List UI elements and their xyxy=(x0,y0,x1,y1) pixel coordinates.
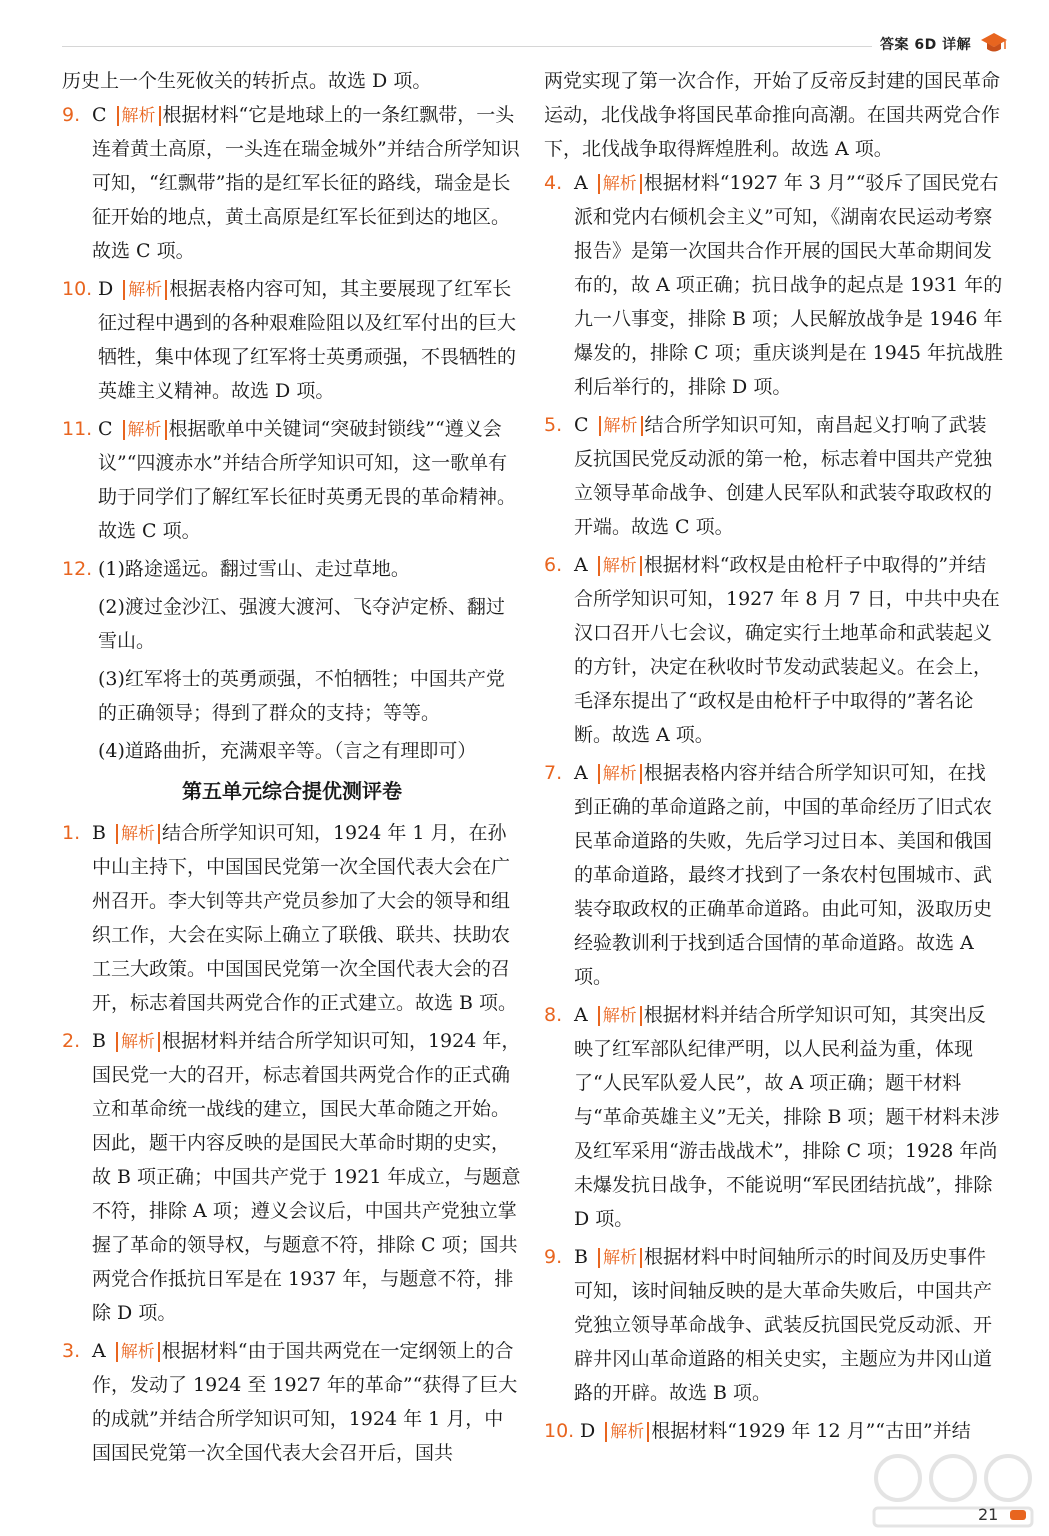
analysis-text: 根据材料“由于国共两党在一定纲领上的合作，发动了 1924 至 1927 年的革命”“获得了巨大的成就”并结合所学知识可知，1924 年 1 月，中国国民党第一次全国代表大会召开后，国共 xyxy=(92,1340,518,1464)
answer-item xyxy=(62,98,522,268)
analysis-text: 根据材料“1927 年 3 月”“驳斥了国民党右派和党内右倾机会主义”可知，《湖南农民运动考察报告》是第一次国共合作开展的国民大革命期间发布的，故 A 项正确；抗日战争的起点是 1931 年的九一八事变，排除 B 项；人民解放战争是 1946 年爆发的，排除 C 项；重庆谈判是在 1945 年抗战胜利后举行的，排除 D 项。 xyxy=(574,172,1004,398)
item-number: 7. xyxy=(544,762,563,784)
item-number: 4. xyxy=(544,172,563,194)
analysis-text: 结合所学知识可知，南昌起义打响了武装反抗国民党反动派的第一枪，标志着中国共产党独立领导革命战争、创建人民军队和武装夺取政权的开端。故选 C 项。 xyxy=(574,414,993,538)
section-title: 第五单元综合提优测评卷 xyxy=(182,779,402,803)
answer-letter: A xyxy=(574,762,588,784)
answer-letter: B xyxy=(574,1246,588,1268)
item-number: 9. xyxy=(544,1246,563,1268)
analysis-text: 根据材料并结合所学知识可知，1924 年，国民党一大的召开，标志着国共两党合作的正式确立和革命统一战线的建立，国民大革命随之开始。因此，题干内容反映的是国民大革命时期的史实，故 B 项正确；中国共产党于 1921 年成立，与题意不符，排除 A 项；遵义会议后，中国共产党独立掌握了革命的领导权，与题意不符，排除 C 项；国共两党合作抵抗日军是在 1937 年，与题意不符，排除 D 项。 xyxy=(92,1030,521,1324)
analysis-tag: 解析 xyxy=(123,280,167,300)
analysis-tag: 解析 xyxy=(116,1342,160,1362)
analysis-tag: 解析 xyxy=(598,174,642,194)
answer-item xyxy=(544,1414,1004,1448)
item-number: 5. xyxy=(544,414,563,436)
analysis-tag: 解析 xyxy=(116,1032,160,1052)
header-line xyxy=(62,46,872,47)
analysis-text: 结合所学知识可知，1924 年 1 月，在孙中山主持下，中国国民党第一次全国代表大会在广州召开。李大钊等共产党员参加了大会的领导和组织工作，大会在实际上确立了联俄、联共、扶助农工三大政策。中国国民党第一次全国代表大会的召开，标志着国共两党合作的正式建立。故选 B 项。 xyxy=(92,822,518,1014)
analysis-tag: 解析 xyxy=(116,824,160,844)
item-number: 3. xyxy=(62,1340,81,1362)
answer-item xyxy=(544,1240,1004,1410)
answer-item xyxy=(62,412,522,548)
header-label: 答案 6D 详解 xyxy=(880,37,972,53)
analysis-text: 根据材料中时间轴所示的时间及历史事件可知，该时间轴反映的是大革命失败后，中国共产党独立领导革命战争、武装反抗国民党反动派、开辟井冈山革命道路的相关史实，主题应为井冈山道路的开辟。故选 B 项。 xyxy=(574,1246,993,1404)
item-number: 1. xyxy=(62,822,81,844)
analysis-tag: 解析 xyxy=(123,420,167,440)
analysis-text: 根据表格内容可知，其主要展现了红军长征过程中遇到的各种艰难险阻以及红军付出的巨大牺牲，集中体现了红军将士英勇顽强，不畏牺牲的英雄主义精神。故选 D 项。 xyxy=(98,278,517,402)
answer-letter: D xyxy=(98,278,114,300)
graduation-cap-icon xyxy=(980,30,1008,56)
analysis-tag: 解析 xyxy=(598,764,642,784)
answer-letter: C xyxy=(574,414,589,436)
analysis-tag: 解析 xyxy=(117,106,161,126)
page-corner-badge xyxy=(1010,1510,1026,1520)
answer-letter: B xyxy=(92,822,106,844)
answer-item xyxy=(544,408,1004,544)
answer-item xyxy=(62,272,522,408)
answer-letter: B xyxy=(92,1030,106,1052)
answer-letter: A xyxy=(574,554,588,576)
item-number: 2. xyxy=(62,1030,81,1052)
answer-item xyxy=(62,1024,522,1330)
answer-letter: D xyxy=(580,1420,596,1442)
left-column xyxy=(62,64,522,1474)
continued-text: 两党实现了第一次合作，开始了反帝反封建的国民革命运动，北伐战争将国民革命推向高潮。在国共两党合作下，北伐战争取得辉煌胜利。故选 A 项。 xyxy=(544,70,1001,160)
item-number: 12. xyxy=(62,558,93,580)
answer-item xyxy=(62,816,522,1020)
answer-letter: C xyxy=(98,418,113,440)
sub-answer: (4)道路曲折，充满艰辛等。（言之有理即可） xyxy=(98,740,477,762)
item-number: 6. xyxy=(544,554,563,576)
answer-item xyxy=(544,756,1004,994)
analysis-text: 根据材料并结合所学知识可知，其突出反映了红军部队纪律严明，以人民利益为重，体现了“人民军队爱人民”，故 A 项正确；题干材料与“革命英雄主义”无关，排除 B 项；题干材料未涉及红军采用“游击战战术”，排除 C 项；1928 年尚未爆发抗日战争，不能说明“军民团结抗战”，排除 D 项。 xyxy=(574,1004,1000,1230)
analysis-text: 根据材料“1929 年 12 月”“古田”并结 xyxy=(651,1420,971,1442)
analysis-text: 根据表格内容并结合所学知识可知，在找到正确的革命道路之前，中国的革命经历了旧式农民革命道路的失败，先后学习过日本、美国和俄国的革命道路，最终才找到了一条农村包围城市、武装夺取政权的正确革命道路。由此可知，汲取历史经验教训利于找到适合国情的革命道路。故选 A 项。 xyxy=(574,762,993,988)
continued-text: 历史上一个生死攸关的转折点。故选 D 项。 xyxy=(62,70,432,92)
analysis-text: 根据材料“政权是由枪杆子中取得的”并结合所学知识可知，1927 年 8 月 7 日，中共中央在汉口召开八七会议，确定实行土地革命和武装起义的方针，决定在秋收时节发动武装起义。在会上，毛泽东提出了“政权是由枪杆子中取得的”著名论断。故选 A 项。 xyxy=(574,554,1000,746)
item-number: 11. xyxy=(62,418,93,440)
answer-letter: C xyxy=(92,104,107,126)
answer-letter: A xyxy=(574,1004,588,1026)
answer-item xyxy=(544,998,1004,1236)
item-number: 8. xyxy=(544,1004,563,1026)
analysis-tag: 解析 xyxy=(598,1248,642,1268)
analysis-tag: 解析 xyxy=(598,556,642,576)
item-number: 9. xyxy=(62,104,81,126)
answer-item xyxy=(544,166,1004,404)
analysis-text: 根据材料“它是地球上的一条红飘带，一头连着黄土高原，一头连在瑞金城外”并结合所学知识可知，“红飘带”指的是红军长征的路线，瑞金是长征开始的地点，黄土高原是红军长征到达的地区。故选 C 项。 xyxy=(92,104,520,262)
answer-letter: A xyxy=(92,1340,106,1362)
sub-answer: (1)路途遥远。翻过雪山、走过草地。 xyxy=(98,558,410,580)
answer-item xyxy=(62,552,522,586)
analysis-text: 根据歌单中关键词“突破封锁线”“遵义会议”“四渡赤水”并结合所学知识可知，这一歌单有助于同学们了解红军长征时英勇无畏的革命精神。故选 C 项。 xyxy=(98,418,517,542)
analysis-tag: 解析 xyxy=(598,1006,642,1026)
analysis-tag: 解析 xyxy=(605,1422,649,1442)
right-column xyxy=(544,64,1004,1452)
item-number: 10. xyxy=(544,1420,575,1442)
answer-item xyxy=(62,1334,522,1470)
sub-answer: (2)渡过金沙江、强渡大渡河、飞夺泸定桥、翻过雪山。 xyxy=(98,596,505,652)
sub-answer: (3)红军将士的英勇顽强，不怕牺牲；中国共产党的正确领导；得到了群众的支持；等等。 xyxy=(98,668,505,724)
answer-item xyxy=(544,548,1004,752)
answer-letter: A xyxy=(574,172,588,194)
page-number: 21 xyxy=(978,1505,999,1524)
analysis-tag: 解析 xyxy=(599,416,643,436)
item-number: 10. xyxy=(62,278,93,300)
